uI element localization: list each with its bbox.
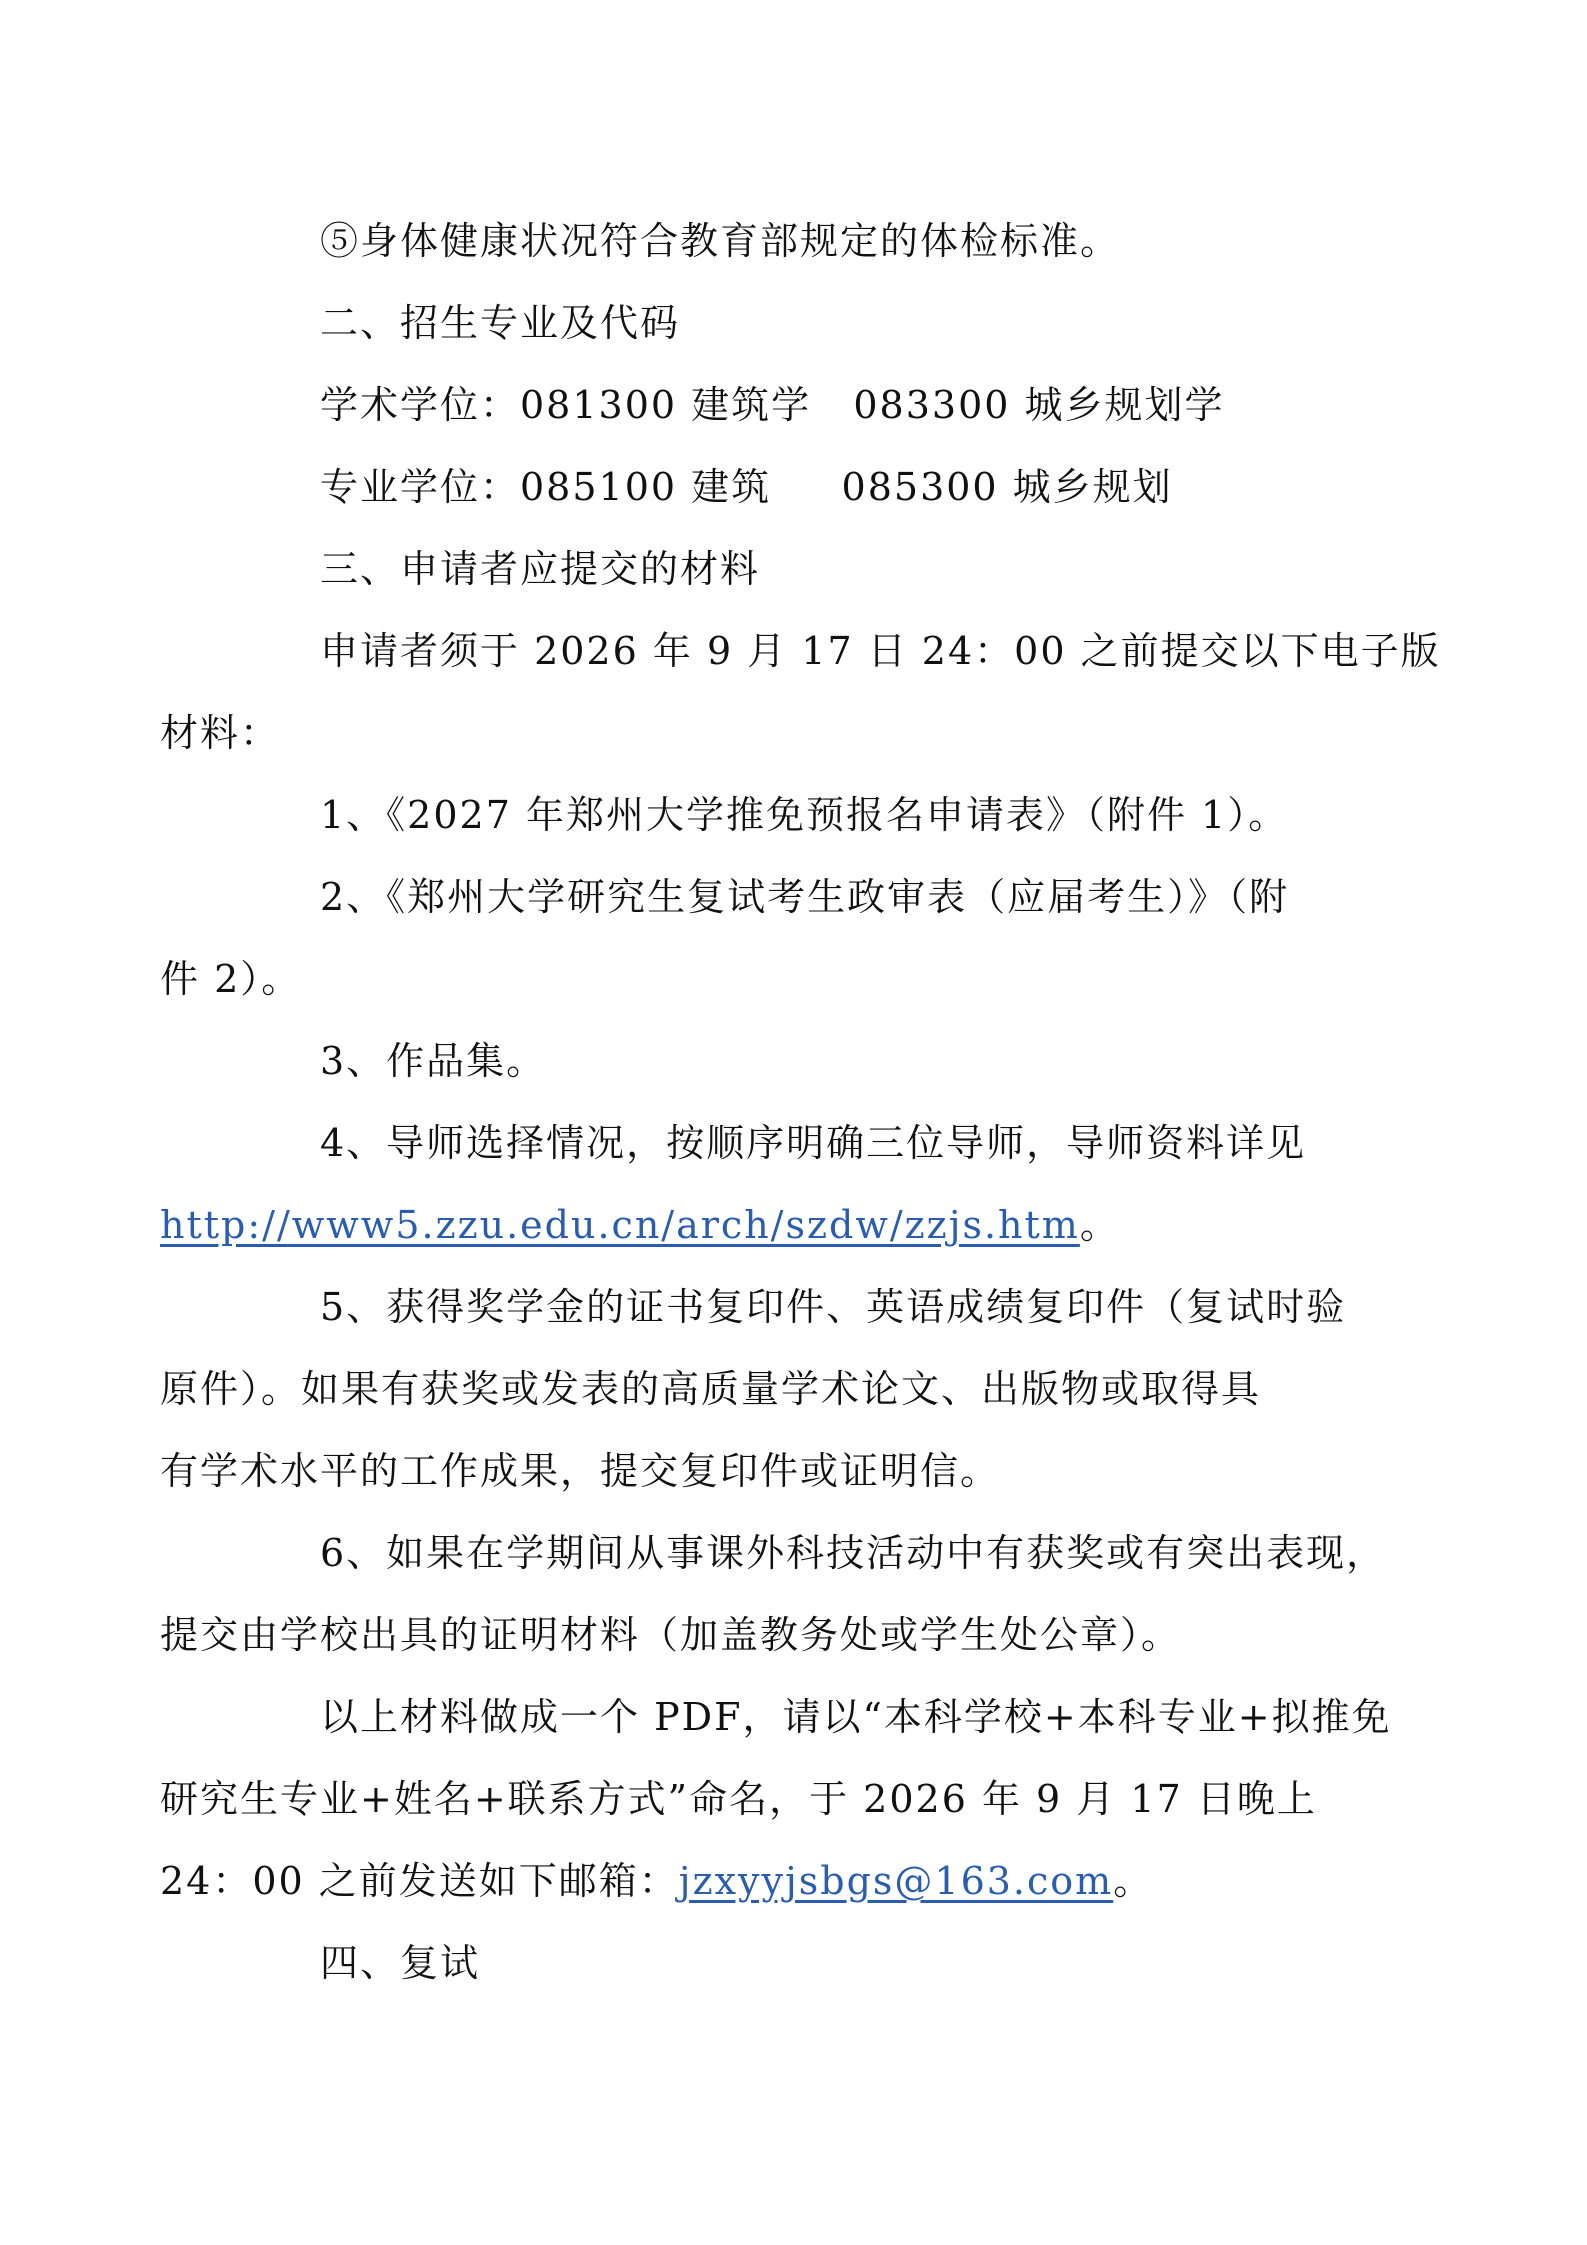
email-prefix-text: 24：00 之前发送如下邮箱： — [160, 1859, 679, 1903]
material-item-2-line-2: 件 2）。 — [160, 957, 302, 1001]
material-item-3: 3、作品集。 — [320, 1039, 547, 1083]
material-item-6-line-2: 提交由学校出具的证明材料（加盖教务处或学生处公章）。 — [160, 1613, 1182, 1657]
pdf-instructions-line-1: 以上材料做成一个 PDF，请以“本科学校+本科专业+拟推免 — [320, 1695, 1392, 1739]
link-trailing-punctuation: 。 — [1079, 1203, 1120, 1247]
material-item-4-line-1: 4、导师选择情况，按顺序明确三位导师，导师资料详见 — [320, 1121, 1307, 1165]
material-item-5-line-3: 有学术水平的工作成果，提交复印件或证明信。 — [160, 1449, 1001, 1493]
section-heading-materials: 三、申请者应提交的材料 — [320, 547, 761, 591]
pdf-instructions-line-3 — [160, 1840, 1350, 1922]
academic-degree-line: 学术学位：081300 建筑学 083300 城乡规划学 — [320, 383, 1225, 427]
professional-degree-line: 专业学位：085100 建筑 085300 城乡规划 — [320, 465, 1173, 509]
material-item-1: 1、《2027 年郑州大学推免预报名申请表》（附件 1）。 — [320, 793, 1289, 837]
deadline-paragraph-line-1: 申请者须于 2026 年 9 月 17 日 24：00 之前提交以下电子版 — [320, 629, 1441, 673]
email-trailing-punctuation: 。 — [1113, 1859, 1154, 1903]
deadline-paragraph-line-2: 材料： — [160, 711, 281, 755]
material-item-5-line-2: 原件）。如果有获奖或发表的高质量学术论文、出版物或取得具 — [160, 1367, 1262, 1411]
email-link[interactable]: jzxyyjsbgs@163.com — [678, 1859, 1114, 1903]
material-item-2-line-1: 2、《郑州大学研究生复试考生政审表（应届考生）》（附 — [320, 875, 1290, 919]
material-item-4-line-2 — [160, 1184, 1350, 1266]
material-item-6-line-1: 6、如果在学期间从事课外科技活动中有获奖或有突出表现， — [320, 1531, 1387, 1575]
health-requirement-item: ⑤身体健康状况符合教育部规定的体检标准。 — [320, 219, 1121, 263]
section-heading-majors: 二、招生专业及代码 — [320, 301, 681, 345]
pdf-instructions-line-2: 研究生专业+姓名+联系方式”命名，于 2026 年 9 月 17 日晚上 — [160, 1777, 1317, 1821]
tutor-info-link[interactable]: http://www5.zzu.edu.cn/arch/szdw/zzjs.htm — [160, 1203, 1080, 1247]
section-heading-retest: 四、复试 — [320, 1941, 481, 1985]
document-body — [160, 200, 1441, 2004]
material-item-5-line-1: 5、获得奖学金的证书复印件、英语成绩复印件（复试时验 — [320, 1285, 1347, 1329]
